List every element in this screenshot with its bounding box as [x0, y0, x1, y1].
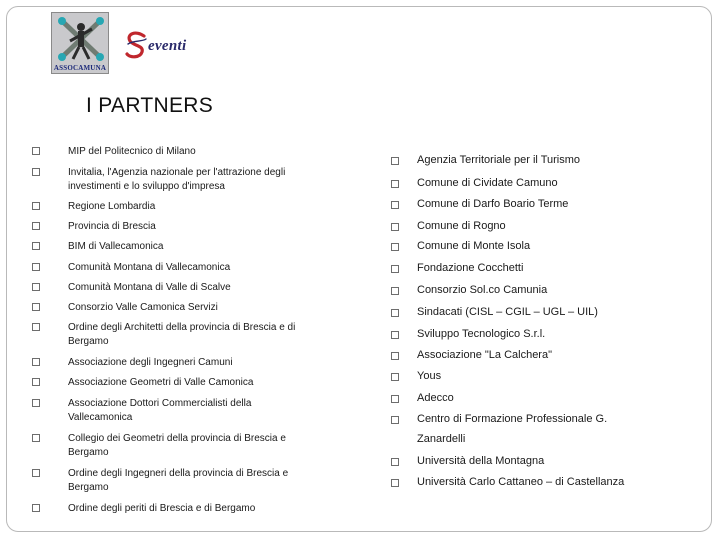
list-item-text: Ordine degli periti di Brescia e di Bergamo [68, 503, 256, 514]
checkbox-bullet-icon [32, 242, 40, 250]
list-item-text: Comunità Montana di Valle di Scalve [68, 282, 231, 293]
list-item [68, 467, 318, 494]
list-item-text: Fondazione Cocchetti [417, 262, 524, 274]
list-item-text: Sviluppo Tecnologico S.r.l. [417, 328, 546, 340]
list-item [68, 502, 330, 516]
list-item-text: Sindacati (CISL – CGIL – UGL – UIL) [417, 306, 598, 318]
list-item-text: Università Carlo Cattaneo – di Castellanza [417, 476, 625, 488]
list-item-text: Collegio dei Geometri della provincia di Brescia e Bergamo [68, 433, 286, 458]
checkbox-bullet-icon [391, 416, 399, 424]
list-item-text: Associazione "La Calchera" [417, 349, 552, 361]
list-item [68, 356, 330, 370]
checkbox-bullet-icon [391, 352, 399, 360]
list-item-text: Adecco [417, 392, 454, 404]
list-item-text: Consorzio Valle Camonica Servizi [68, 302, 218, 313]
list-item [68, 200, 330, 214]
checkbox-bullet-icon [391, 331, 399, 339]
page-title: I PARTNERS [86, 94, 214, 117]
list-item [68, 281, 330, 295]
list-item-text: Consorzio Sol.co Camunia [417, 284, 548, 296]
list-item [417, 258, 687, 278]
list-item [68, 301, 330, 315]
list-item-text: Comune di Rogno [417, 220, 506, 232]
list-item-text: Associazione Dottori Commercialisti della Vallecamonica [68, 398, 252, 423]
list-item [417, 345, 687, 365]
checkbox-bullet-icon [32, 323, 40, 331]
checkbox-bullet-icon [391, 180, 399, 188]
checkbox-bullet-icon [32, 399, 40, 407]
checkbox-bullet-icon [32, 222, 40, 230]
list-item [417, 194, 687, 214]
checkbox-bullet-icon [32, 263, 40, 271]
assocamuna-logo-text: ASSOCAMUNA [53, 64, 107, 72]
checkbox-bullet-icon [32, 168, 40, 176]
checkbox-bullet-icon [391, 395, 399, 403]
checkbox-bullet-icon [391, 479, 399, 487]
checkbox-bullet-icon [391, 287, 399, 295]
list-item-text: Comune di Cividate Camuno [417, 177, 558, 189]
list-item-text: Associazione degli Ingegneri Camuni [68, 357, 233, 368]
checkbox-bullet-icon [32, 303, 40, 311]
checkbox-bullet-icon [32, 434, 40, 442]
list-item-text: MIP del Politecnico di Milano [68, 146, 196, 157]
list-item-text: BIM di Vallecamonica [68, 241, 164, 252]
list-item [68, 432, 318, 459]
checkbox-bullet-icon [391, 201, 399, 209]
list-item [417, 173, 687, 193]
list-item-text: Comune di Monte Isola [417, 240, 531, 252]
checkbox-bullet-icon [32, 378, 40, 386]
checkbox-bullet-icon [32, 504, 40, 512]
checkbox-bullet-icon [391, 157, 399, 165]
list-item [417, 472, 687, 492]
checkbox-bullet-icon [32, 469, 40, 477]
checkbox-bullet-icon [32, 147, 40, 155]
list-item [68, 145, 318, 159]
checkbox-bullet-icon [32, 202, 40, 210]
list-item-text: Ordine degli Architetti della provincia di Brescia e di Bergamo [68, 322, 296, 347]
eventi-logo-text: eventi [148, 38, 187, 54]
list-item [417, 451, 687, 471]
list-item [417, 409, 657, 449]
list-item-text: Regione Lombardia [68, 201, 156, 212]
list-item-text: Comunità Montana di Vallecamonica [68, 262, 231, 273]
checkbox-bullet-icon [391, 243, 399, 251]
list-item-text: Provincia di Brescia [68, 221, 156, 232]
list-item [417, 280, 687, 300]
list-item-text: Università della Montagna [417, 455, 545, 467]
list-item [68, 376, 330, 390]
checkbox-bullet-icon [391, 458, 399, 466]
list-item [417, 236, 687, 256]
list-item [417, 366, 687, 386]
checkbox-bullet-icon [391, 223, 399, 231]
list-item [68, 240, 330, 254]
list-item-text: Invitalia, l'Agenzia nazionale per l'attrazione degli investimenti e lo sviluppo d'impresa [68, 167, 286, 192]
list-item [417, 324, 687, 344]
list-item-text: Yous [417, 370, 442, 382]
list-item [68, 321, 330, 348]
list-item [68, 397, 288, 424]
assocamuna-logo [51, 12, 109, 74]
list-item [417, 302, 687, 322]
list-item-text: Agenzia Territoriale per il Turismo [417, 154, 581, 166]
checkbox-bullet-icon [391, 373, 399, 381]
eventi-s-swirl-icon [124, 30, 150, 60]
list-item [68, 261, 330, 275]
list-item-text: Associazione Geometri di Valle Camonica [68, 377, 254, 388]
list-item [417, 150, 687, 170]
list-item [417, 216, 687, 236]
list-item [68, 220, 330, 234]
checkbox-bullet-icon [391, 265, 399, 273]
list-item-text: Comune di Darfo Boario Terme [417, 198, 569, 210]
list-item [68, 166, 330, 193]
checkbox-bullet-icon [32, 358, 40, 366]
list-item-text: Centro di Formazione Professionale G. Zanardelli [417, 413, 608, 445]
list-item [417, 388, 687, 408]
list-item-text: Ordine degli Ingegneri della provincia di Brescia e Bergamo [68, 468, 289, 493]
assocamuna-emblem-icon [52, 13, 109, 65]
checkbox-bullet-icon [391, 309, 399, 317]
checkbox-bullet-icon [32, 283, 40, 291]
